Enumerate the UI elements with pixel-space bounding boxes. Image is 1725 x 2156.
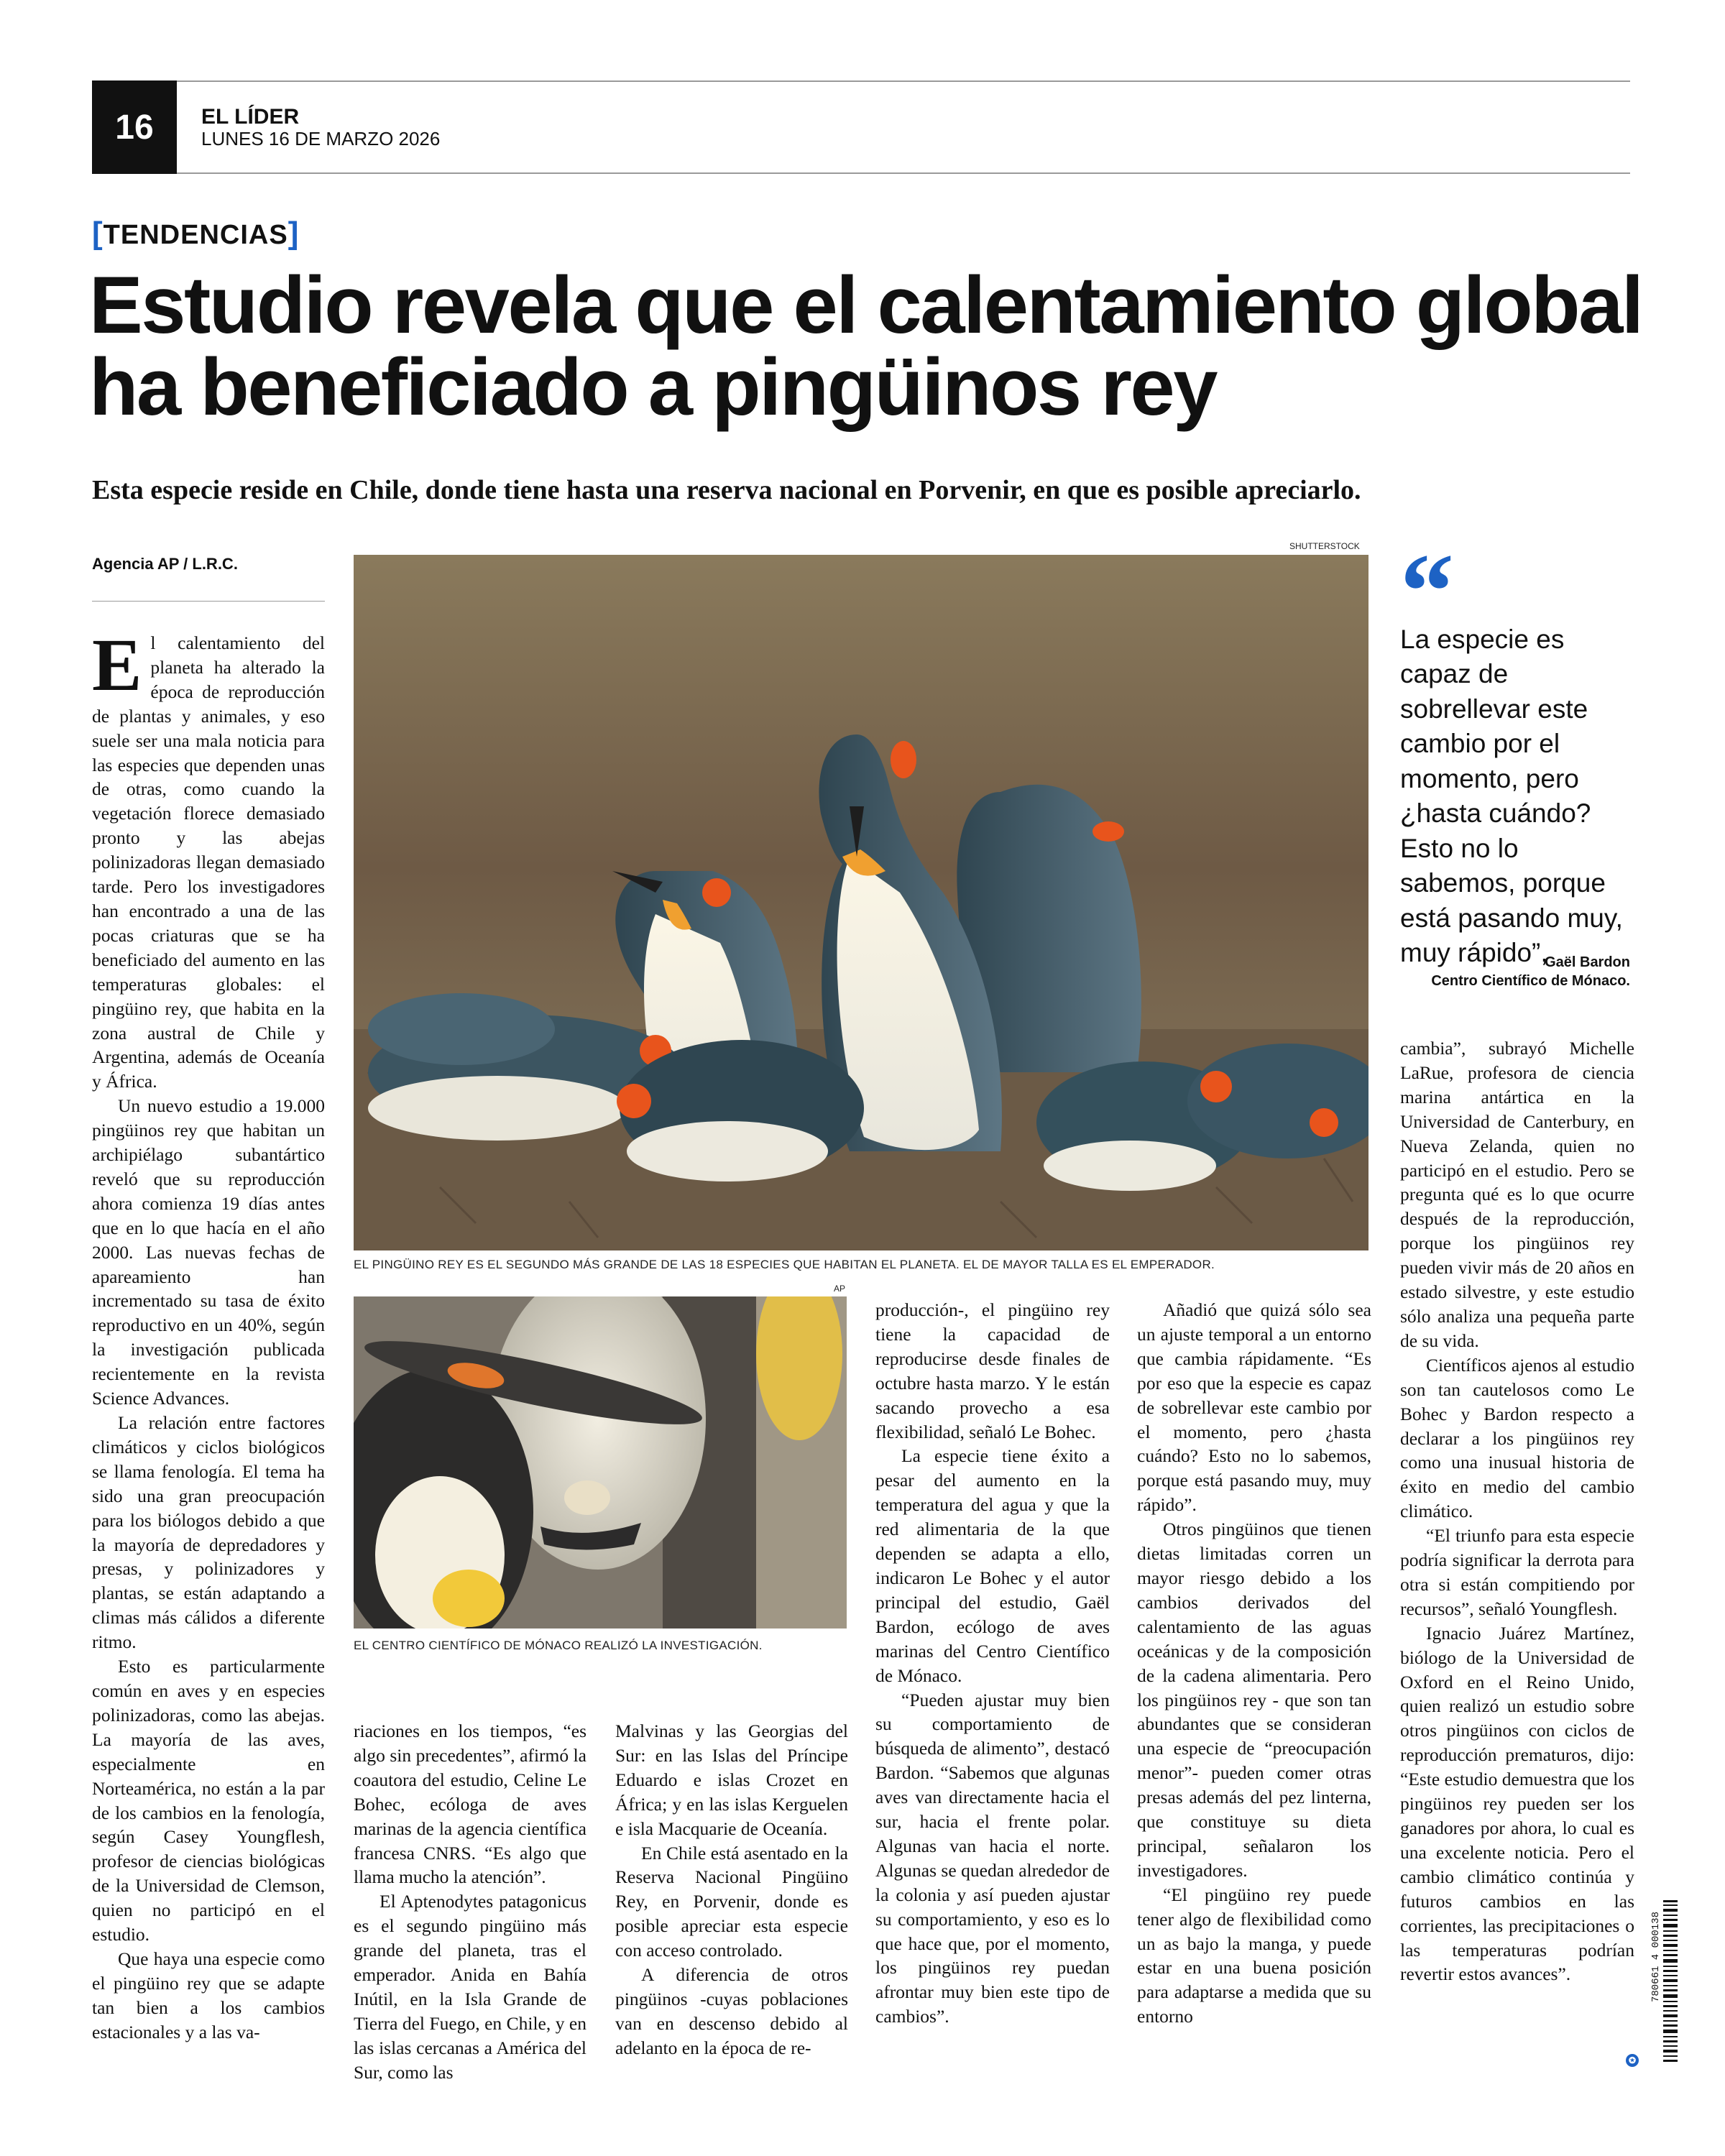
article-column-4 [875,1298,1110,2029]
paragraph: Científicos ajenos al estudio son tan cautelosos como Le Bohec y Bardon respecto a declarar a los pingüinos rey como una inusual historia de éxito en medio del cambio climático. [1400,1354,1634,1522]
newspaper-name: EL LÍDER [201,105,300,129]
pull-quote-text: La especie es capaz de sobrellevar este cambio por el momento, pero ¿hasta cuándo? Esto no lo sabemos, porque está pasando muy, muy rápido”, [1400,625,1623,968]
article-column-5 [1137,1298,1371,2029]
paragraph: A diferencia de otros pingüinos -cuyas poblaciones van en descenso debido al adelanto en la época de re- [615,1964,848,2058]
top-rule [92,80,1630,82]
paragraph: Un nuevo estudio a 19.000 pingüinos rey que habitan un archipiélago subantártico reveló que su reproducción ahora comienza 19 días antes que en lo que hacía en el año 2000. Las nuevas fechas de apareamiento han incrementado su tasa de éxito reproductivo en un 40%, según la investigación publicada recientemente en la revista Science Advances. [92,1095,325,1409]
paragraph: En Chile está asentado en la Reserva Nacional Pingüino Rey, en Porvenir, donde es posible apreciar esta especie con acceso controlado. [615,1842,848,1961]
photo-credit: SHUTTERSTOCK [1289,541,1360,551]
masthead-rule [92,172,1630,174]
paragraph: “Pueden ajustar muy bien su comportamiento de búsqueda de alimento”, destacó Bardon. “Sabemos que algunas aves van directamente hacia el sur, hacia el frente polar. Algunas van hacia el norte. Algunas se quedan alrededor de la colonia y así pueden ajustar su comportamiento, y eso es lo que hace que, por el momento, los pingüinos rey puedan afrontar muy bien este tipo de cambios”. [875,1689,1110,2027]
paragraph: l calentamiento del planeta ha alterado la época de reproducción de plantas y animales, y eso suele ser una mala noticia para las especies que dependen unas de otras, como cuando la vegetación florece demasiado pronto y las abejas polinizadoras llegan demasiado tarde. Pero los investigadores han encontrado a una de las pocas criaturas que se ha beneficiado del aumento en las temperaturas globales: el pingüino rey, que habita en la zona austral de Chile y Argentina, además de Oceanía y África. [92,632,325,1092]
article-end-icon: ✪ [1626,2054,1639,2067]
paragraph: Otros pingüinos que tienen dietas limitadas corren un mayor riesgo debido a los cambios derivados del calentamiento de las aguas oceánicas y de la composición de la cadena alimentaria. Pero los pingüinos rey - que son tan abundantes que se consideran una especie de “preocupación menor”- pueden comer otras presas además del pez linterna, que constituye su dieta principal, señalaron los investigadores. [1137,1519,1371,1881]
paragraph: producción-, el pingüino rey tiene la capacidad de reproducirse desde finales de octubre hasta marzo. Y le están sacando provecho a esa flexibilidad, señaló Le Bohec. [875,1299,1110,1442]
page-number: 16 [92,80,177,174]
main-photo-caption: EL PINGÜINO REY ES EL SEGUNDO MÁS GRANDE DE LAS 18 ESPECIES QUE HABITAN EL PLANETA. EL DE MAYOR TALLA ES EL EMPERADOR. [354,1258,1215,1271]
deck-subtitle: Esta especie reside en Chile, donde tiene hasta una reserva nacional en Porvenir, en que es posible apreciarlo. [92,475,1361,505]
secondary-photo-caption: EL CENTRO CIENTÍFICO DE MÓNACO REALIZÓ LA INVESTIGACIÓN. [354,1639,763,1652]
byline: Agencia AP / L.R.C. [92,555,238,573]
paragraph: Que haya una especie como el pingüino rey que se adapte tan bien a los cambios estacionales y a las va- [92,1948,325,2042]
article-column-3 [615,1719,848,2060]
barcode-number: 780661 4 000138 [1650,1912,1662,2003]
paragraph: La especie tiene éxito a pesar del aumento en la temperatura del agua y que la red alimentaria de la que dependen se adapta a ello, indicaron Le Bohec y el autor principal del estudio, Gaël Bardon, ecólogo de aves marinas del Centro Científico de Mónaco. [875,1445,1110,1686]
article-column-6 [1400,1036,1634,1986]
article-column-2 [354,1719,586,2085]
paragraph: riaciones en los tiempos, “es algo sin precedentes”, afirmó la coautora del estudio, Celine Le Bohec, ecóloga de aves marinas de la agencia científica francesa CNRS. “Es algo que llama mucho la atención”. [354,1720,586,1888]
paragraph: Malvinas y las Georgias del Sur: en las Islas del Príncipe Eduardo e islas Crozet en África; y en las islas Kerguelen e isla Macquarie de Oceanía. [615,1720,848,1839]
pull-quote-affiliation: Centro Científico de Mónaco. [1431,973,1630,989]
headline: Estudio revela que el calentamiento global ha beneficiado a pingüinos rey [89,260,1642,433]
main-photo [354,555,1368,1250]
pull-quote-author: Gaël Bardon [1545,954,1630,970]
small-photo-credit: AP [834,1284,846,1294]
secondary-photo [354,1296,847,1628]
paragraph: “El pingüino rey puede tener algo de flexibilidad como un as bajo la manga, y puede estar en una buena posición para adaptarse a medida que su entorno [1137,1884,1371,2027]
paragraph: cambia”, subrayó Michelle LaRue, profesora de ciencia marina antártica en la Universidad de Canterbury, en Nueva Zelanda, quien no participó en el estudio. Pero se pregunta qué es lo que ocurre después de la reproducción, porque los pingüinos rey pueden vivir más de 20 años en estado silvestre, y este estudio sólo analiza una pequeña parte de su vida. [1400,1038,1634,1351]
penguin-egg-illustration [354,1296,847,1628]
drop-cap: E [92,624,142,706]
paragraph: La relación entre factores climáticos y ciclos biológicos se llama fenología. El tema ha sido una gran preocupación para los biólogos debido a que la mayoría de depredadores y presas, y polinizadores y plantas, se están adaptando a climas más cálidos a diferente ritmo. [92,1412,325,1653]
paragraph: “El triunfo para esta especie podría significar la derrota para otra si están compitiendo por recursos”, señaló Youngflesh. [1400,1525,1634,1619]
paragraph: Añadió que quizá sólo sea un ajuste temporal a un entorno que cambia rápidamente. “Es por eso que la especie es capaz de sobrellevar este cambio por el momento, pero ¿hasta cuándo? Esto no lo sabemos, porque está pasando muy, muy rápido”. [1137,1299,1371,1516]
article-column-1 [92,624,325,2045]
king-penguins-illustration [354,555,1368,1250]
byline-rule [92,601,325,602]
section-label: [TENDENCIAS] [92,216,300,251]
paragraph: Esto es particularmente común en aves y en especies polinizadoras, como las abejas. La mayoría de las aves, especialmente en Norteamérica, no están a la par de los cambios en la fenología, según Casey Youngflesh, profesor de ciencias biológicas de la Universidad de Clemson, quien no participó en el estudio. [92,1656,325,1945]
paragraph: Ignacio Juárez Martínez, biólogo de la Universidad de Oxford en el Reino Unido, quien realizó un estudio sobre otros pingüinos con ciclos de reproducción prematuros, dijo: “Este estudio demuestra que los pingüinos rey pueden ser los ganadores por ahora, lo cual es una excelente noticia. Pero el cambio climático continúa y futuros cambios en las corrientes, las precipitaciones o las temperaturas podrían revertir estos avances”. [1400,1622,1634,1985]
quote-mark-icon: “ [1400,532,1454,651]
issue-date: LUNES 16 DE MARZO 2026 [201,128,441,149]
paragraph: El Aptenodytes patagonicus es el segundo pingüino más grande del planeta, tras el emperador. Anida en Bahía Inútil, en la Isla Grande de Tierra del Fuego, en Chile, y en las islas cercanas a América del Sur, como las [354,1891,586,2083]
